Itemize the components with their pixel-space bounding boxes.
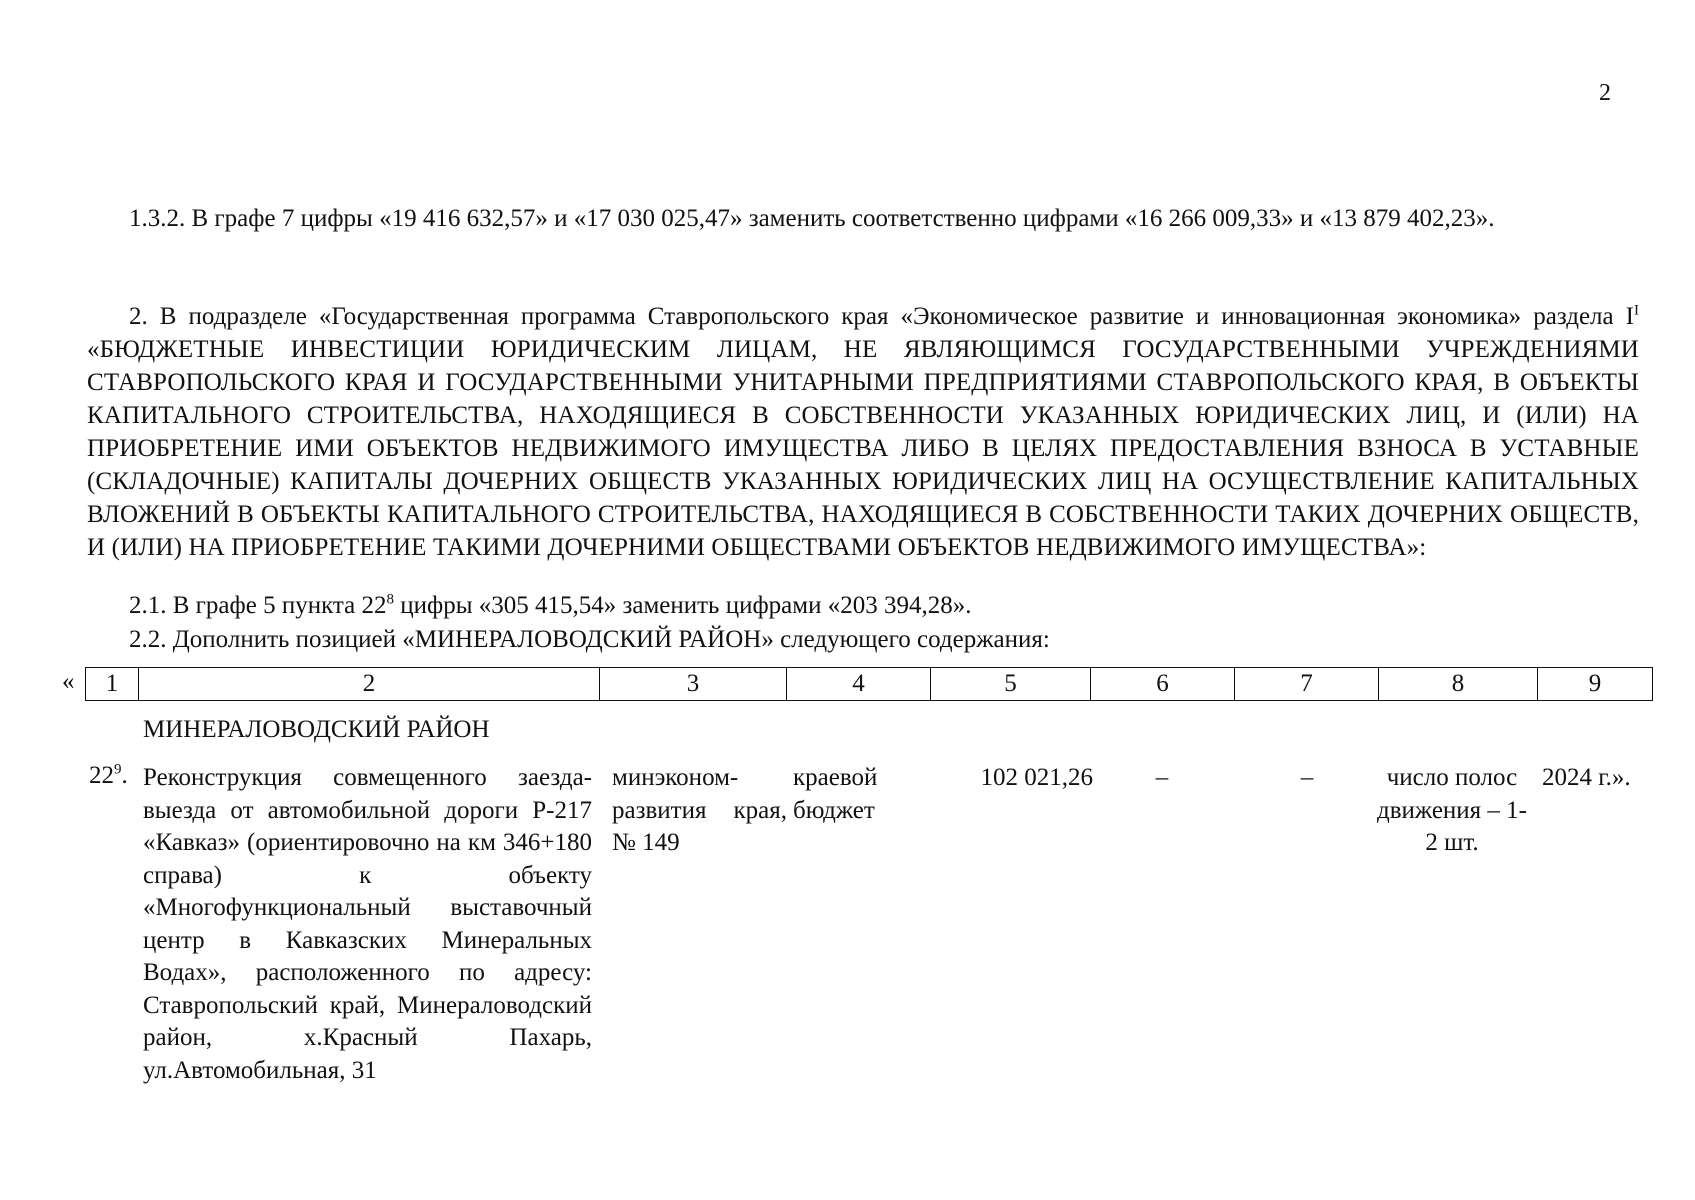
- row-number: $22^9$.: [89, 761, 128, 789]
- paragraph-2: [87, 300, 1639, 564]
- cell-object-name: Реконструкция совмещенного заезда-выезда от автомобильной дороги Р-217 «Кавказ» (ориентировочно на км 346+180 справа) к объекту «Многофункциональный выставочный центр в Кавказских Минеральных Водах», расположенного по адресу: Ставропольский край, Минераловодский район, х.Красный Пахарь, ул.Автомобильная, 31: [143, 764, 592, 1084]
- cell-amount: 102 021,26: [980, 764, 1093, 791]
- section-title: «БЮДЖЕТНЫЕ ИНВЕСТИЦИИ ЮРИДИЧЕСКИМ ЛИЦАМ, НЕ ЯВЛЯЮЩИМСЯ ГОСУДАРСТВЕННЫМИ УЧРЕЖДЕНИЯМИ СТАВРОПОЛЬСКОГО КРАЯ И ГОСУДАРСТВЕННЫМИ УНИТАРНЫМИ ПРЕДПРИЯТИЯМИ СТАВРОПОЛЬСКОГО КРАЯ, В ОБЪЕКТЫ КАПИТАЛЬНОГО СТРОИТЕЛЬСТВА, НАХОДЯЩИЕСЯ В СОБСТВЕННОСТИ УКАЗАННЫХ ЮРИДИЧЕСКИХ ЛИЦ, И (ИЛИ) НА ПРИОБРЕТЕНИЕ ИМИ ОБЪЕКТОВ НЕДВИЖИМОГО ИМУЩЕСТВА ЛИБО В ЦЕЛЯХ ПРЕДОСТАВЛЕНИЯ ВЗНОСА В УСТАВНЫЕ (СКЛАДОЧНЫЕ) КАПИТАЛЫ ДОЧЕРНИХ ОБЩЕСТВ УКАЗАННЫХ ЮРИДИЧЕСКИХ ЛИЦ НА ОСУЩЕСТВЛЕНИЕ КАПИТАЛЬНЫХ ВЛОЖЕНИЙ В ОБЪЕКТЫ КАПИТАЛЬНОГО СТРОИТЕЛЬСТВА, НАХОДЯЩИЕСЯ В СОБСТВЕННОСТИ ТАКИХ ДОЧЕРНИХ ОБЩЕСТВ, И (ИЛИ) НА ПРИОБРЕТЕНИЕ ТАКИМИ ДОЧЕРНИМИ ОБЩЕСТВАМИ ОБЪЕКТОВ НЕДВИЖИМОГО ИМУЩЕСТВА»:: [87, 336, 1639, 561]
- header-col-2: 2: [139, 668, 600, 701]
- header-col-6: 6: [1091, 668, 1235, 701]
- paragraph-2-lead: 2. В подразделе «Государственная программа Ставропольского края «Экономическое развитие и инновационная экономика» раздела I: [129, 303, 1634, 330]
- cell-col-6: –: [1155, 764, 1169, 791]
- item-superscript: 8: [386, 591, 394, 608]
- table-open-quote: «: [62, 668, 75, 695]
- paragraph-2-2: 2.2. Дополнить позицией «МИНЕРАЛОВОДСКИЙ РАЙОН» следующего содержания:: [129, 626, 1050, 653]
- table-header-row: [85, 667, 1653, 701]
- section-superscript: I: [1634, 302, 1639, 319]
- district-heading: МИНЕРАЛОВОДСКИЙ РАЙОН: [143, 716, 490, 743]
- cell-organization: минэконом-развития края, № 149: [612, 764, 787, 856]
- cell-capacity: число полос движения – 1-2 шт.: [1376, 764, 1528, 856]
- header-col-8: 8: [1379, 668, 1538, 701]
- header-col-1: 1: [86, 668, 139, 701]
- page-number: 2: [1599, 80, 1611, 106]
- cell-funding-source: краевой бюджет: [793, 764, 878, 824]
- header-col-7: 7: [1235, 668, 1379, 701]
- cell-col-7: –: [1300, 764, 1314, 791]
- header-col-4: 4: [787, 668, 931, 701]
- header-col-5: 5: [931, 668, 1091, 701]
- paragraph-2-1: 2.1. В графе 5 пункта $22^8$ цифры «305 415,54» заменить цифрами «203 394,28».: [129, 591, 972, 619]
- cell-year: 2024 г.».: [1542, 764, 1631, 791]
- paragraph-1-3-2: 1.3.2. В графе 7 цифры «19 416 632,57» и «17 030 025,47» заменить соответственно цифрами «16 266 009,33» и «13 879 402,23».: [129, 205, 1495, 232]
- header-col-3: 3: [600, 668, 787, 701]
- header-col-9: 9: [1538, 668, 1653, 701]
